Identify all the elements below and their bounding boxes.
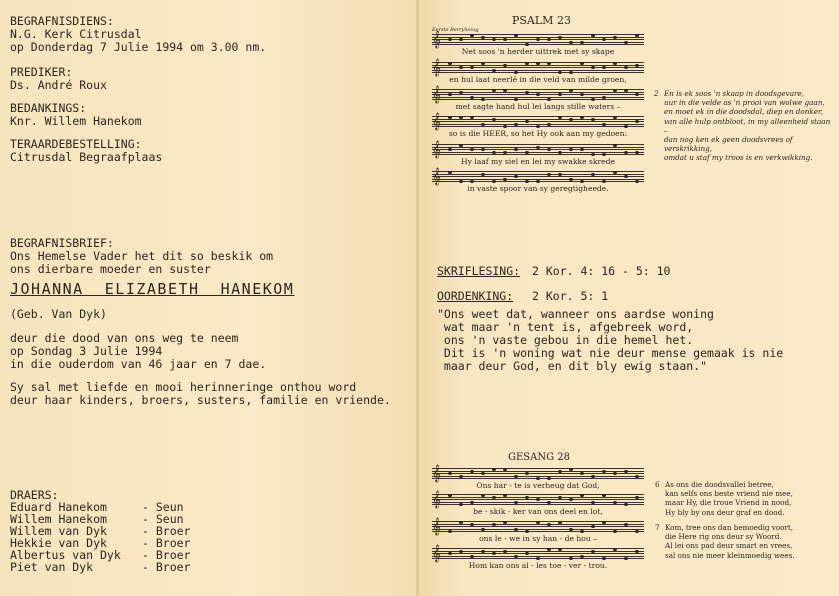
verse-line: Al lei ons pad deur smart en vrees, (665, 541, 793, 551)
music-note (569, 468, 573, 471)
music-note (613, 501, 617, 504)
music-staff (432, 140, 644, 158)
music-note (481, 123, 485, 126)
treble-clef-icon: 𝄞 (432, 490, 441, 508)
bearer-role: - Seun (142, 512, 184, 526)
psalm-title: PSALM 23 (512, 14, 571, 27)
deceased-name: JOHANNA ELIZABETH HANEKOM (10, 280, 295, 298)
music-staff (432, 167, 644, 185)
music-note (492, 69, 496, 72)
page-fold (416, 0, 419, 596)
music-note (624, 151, 628, 154)
music-note (525, 180, 529, 183)
music-staff (432, 85, 644, 103)
music-note (459, 521, 463, 524)
music-note (525, 43, 529, 46)
music-note (558, 151, 562, 154)
music-note (503, 151, 507, 154)
music-note (536, 180, 540, 183)
letter-heading: BEGRAFNISBRIEF: (10, 236, 114, 250)
bearer-role: - Broer (142, 536, 191, 550)
music-note (591, 501, 595, 504)
music-note (492, 180, 496, 183)
music-staff (432, 517, 644, 535)
burial-heading: TERAARDEBESTELLING: (10, 137, 142, 151)
bearer-name: Piet van Dyk (10, 560, 94, 574)
music-note (536, 62, 540, 65)
preacher-heading: PREDIKER: (10, 65, 73, 79)
music-note (613, 548, 617, 551)
music-note (580, 494, 584, 497)
treble-clef-icon: 𝄞 (432, 30, 441, 48)
music-note (569, 178, 573, 181)
music-note (547, 477, 551, 480)
music-note (470, 180, 474, 183)
music-note (470, 116, 474, 119)
service-line: op Donderdag 7 Julie 1994 om 3.00 nm. (10, 40, 267, 54)
music-note (536, 477, 540, 480)
music-note (470, 96, 474, 99)
music-note (635, 151, 639, 154)
music-note (514, 123, 518, 126)
music-note (448, 62, 452, 65)
music-note (602, 96, 606, 99)
music-note (624, 503, 628, 506)
music-note (580, 180, 584, 183)
music-note (547, 62, 551, 65)
music-note (503, 89, 507, 92)
gesang-lyric: Ons har - te is verheug dat God, (476, 481, 600, 490)
music-note (481, 98, 485, 101)
verse-line: Kom, tree ons dan bemoedig voort, (665, 523, 794, 532)
preacher-name: Ds. André Roux (10, 78, 107, 92)
music-note (459, 503, 463, 506)
music-note (580, 62, 584, 65)
music-note (536, 521, 540, 524)
music-note (514, 528, 518, 531)
quote-line: ons 'n vaste gebou in die hemel het. (437, 333, 694, 347)
bearer-name: Hekkie van Dyk (10, 536, 107, 550)
verse-line: kan selfs ons beste vriend nie mee, (665, 489, 793, 499)
bearers-heading: DRAERS: (10, 488, 59, 502)
music-note (448, 171, 452, 174)
music-note (503, 468, 507, 471)
music-note (470, 555, 474, 558)
music-note (448, 494, 452, 497)
verse-line: En is ek soos 'n skaap in doodsgevare, (664, 89, 804, 98)
music-note (624, 89, 628, 92)
verse-line: van alle hulp ontbloot, in my alleenheid staan – (664, 116, 831, 135)
music-note (602, 557, 606, 560)
music-note (525, 62, 529, 65)
music-note (602, 521, 606, 524)
letter-line: Ons Hemelse Vader het dit so beskik om (10, 249, 274, 263)
music-note (591, 153, 595, 156)
music-note (591, 475, 595, 478)
music-note (459, 144, 463, 147)
music-note (613, 62, 617, 65)
verse-line: uur in die velde as 'n prooi van wolwe gaan, (664, 98, 825, 108)
music-staff (432, 112, 644, 130)
gesang-lyric: ons le - we in sy han - de hou – (479, 534, 597, 543)
quote-line: Dit is 'n woning wat nie deur mense gemaak is nie (437, 346, 784, 360)
psalm-lyric: Hy laaf my siel en lei my swakke skrede (460, 157, 616, 166)
music-note (558, 116, 562, 119)
music-note (470, 501, 474, 504)
music-note (536, 125, 540, 128)
verse-line: As ons die doodsvallei betree, (665, 480, 774, 489)
verse-number: 7 (655, 523, 660, 532)
music-note (514, 475, 518, 478)
verse-line: dan nog ken ek geen doodsvrees of verskrikking, (664, 135, 793, 154)
psalm-lyric: met sagte hand hul lei langs stille waters – (455, 102, 621, 111)
music-note (580, 555, 584, 558)
sermon-ref: 2 Kor. 5: 1 (532, 289, 609, 303)
bearer-role: - Seun (142, 500, 184, 514)
music-staff (432, 58, 644, 76)
verse-line: Hy bly by ons deur graf en dood. (665, 507, 785, 517)
music-note (448, 530, 452, 533)
music-note (613, 530, 617, 533)
music-note (547, 123, 551, 126)
music-note (481, 62, 485, 65)
music-note (514, 71, 518, 74)
music-note (580, 116, 584, 119)
music-note (492, 468, 496, 471)
bearer-role: - Broer (142, 560, 191, 574)
music-note (602, 123, 606, 126)
bearer-name: Willem van Dyk (10, 524, 107, 538)
reading-ref: 2 Kor. 4: 16 - 5: 10 (532, 264, 671, 278)
gesang-title: GESANG 28 (508, 452, 571, 463)
music-note (580, 41, 584, 44)
music-note (613, 144, 617, 147)
music-staff (432, 490, 644, 508)
music-staff (432, 544, 644, 562)
service-line: N.G. Kerk Citrusdal (10, 27, 142, 41)
maiden-name: (Geb. Van Dyk) (10, 307, 107, 321)
psalm-lyric: in vaste spoor van sy geregtigheede. (467, 184, 609, 193)
psalm-lyric: so is die HEER, so het Hy ook aan my gedoen: (448, 129, 628, 138)
music-note (569, 528, 573, 531)
music-note (481, 528, 485, 531)
verse-line: maar Hy, die troue Vriend in nood, (665, 498, 792, 508)
music-note (514, 555, 518, 558)
treble-clef-icon: 𝄞 (432, 464, 441, 482)
music-note (459, 475, 463, 478)
thanks-name: Knr. Willem Hanekom (10, 114, 142, 128)
music-note (569, 89, 573, 92)
music-note (591, 98, 595, 101)
music-note (624, 125, 628, 128)
verse-line: omdat u staf my troos is en verkwikking. (664, 153, 813, 163)
music-note (503, 125, 507, 128)
music-note (635, 180, 639, 183)
verse-line: en moet ek in die doodsdal, diep en donker, (664, 107, 823, 117)
verse-line: die Here rig ons deur sy Woord. (665, 532, 782, 542)
bearer-name: Eduard Hanekom (10, 500, 107, 514)
music-note (580, 530, 584, 533)
music-note (459, 116, 463, 119)
music-note (613, 171, 617, 174)
music-note (547, 548, 551, 551)
music-note (492, 89, 496, 92)
verse-line: sal ons nie meer kleinmoedig wees. (665, 550, 795, 560)
music-note (602, 153, 606, 156)
bearer-role: - Broer (142, 524, 191, 538)
gesang-lyric: be - skik - ker van ons deel en lot, (473, 507, 603, 516)
memory-line: Sy sal met liefde en mooi herinneringe onthou word (10, 380, 357, 394)
music-note (514, 98, 518, 101)
death-line: in die ouderdom van 46 jaar en 7 dae. (10, 357, 267, 371)
reading-label: SKRIFLESING: (437, 264, 521, 278)
psalm-lyric: Net soos 'n herder uittrek met sy skape (461, 47, 615, 56)
music-note (624, 41, 628, 44)
treble-clef-icon: 𝄞 (432, 140, 441, 158)
gesang-verse-6 (655, 480, 835, 517)
music-note (569, 557, 573, 560)
music-note (558, 71, 562, 74)
music-note (503, 178, 507, 181)
sermon-label: OORDENKING: (437, 289, 514, 303)
music-note (459, 180, 463, 183)
gesang-verse-7 (655, 523, 835, 560)
quote-line: wat maar 'n tent is, afgebreek word, (437, 320, 694, 334)
death-line: deur die dood van ons weg te neem (10, 331, 239, 345)
music-note (558, 548, 562, 551)
treble-clef-icon: 𝄞 (432, 112, 441, 130)
letter-line: ons dierbare moeder en suster (10, 262, 211, 276)
verse-number: 2 (654, 89, 659, 98)
service-heading: BEGRAFNISDIENS: (10, 14, 114, 28)
treble-clef-icon: 𝄞 (432, 85, 441, 103)
quote-line: maar deur God, en dit bly ewig staan." (437, 359, 708, 373)
treble-clef-icon: 𝄞 (432, 544, 441, 562)
music-note (492, 151, 496, 154)
psalm-verse-2 (654, 89, 834, 163)
burial-place: Citrusdal Begraafplaas (10, 150, 163, 164)
bearer-name: Albertus van Dyk (10, 548, 121, 562)
music-staff (432, 464, 644, 482)
music-note (558, 521, 562, 524)
death-line: op Sondag 3 Julie 1994 (10, 344, 163, 358)
music-note (613, 116, 617, 119)
music-note (448, 116, 452, 119)
music-note (525, 530, 529, 533)
music-note (602, 180, 606, 183)
music-note (613, 89, 617, 92)
music-note (514, 501, 518, 504)
verse-number: 6 (655, 480, 660, 489)
music-note (503, 494, 507, 497)
music-note (481, 494, 485, 497)
music-note (602, 494, 606, 497)
music-note (503, 521, 507, 524)
music-note (635, 475, 639, 478)
music-note (635, 530, 639, 533)
music-note (547, 98, 551, 101)
music-note (569, 41, 573, 44)
memory-line: deur haar kinders, broers, susters, familie en vriende. (10, 393, 391, 407)
quote-line: "Ons weet dat, wanneer ons aardse woning (437, 307, 714, 321)
music-note (525, 151, 529, 154)
psalm-tempo: Eerste Berryheiug (432, 27, 479, 33)
music-note (536, 557, 540, 560)
psalm-lyric: en hul laat neerlê in die veld van milde groen, (449, 75, 627, 84)
treble-clef-icon: 𝄞 (432, 58, 441, 76)
music-note (624, 557, 628, 560)
treble-clef-icon: 𝄞 (432, 167, 441, 185)
music-note (591, 34, 595, 37)
music-note (547, 501, 551, 504)
music-note (635, 34, 639, 37)
thanks-heading: BEDANKINGS: (10, 101, 87, 115)
bearer-role: - Broer (142, 548, 191, 562)
music-note (470, 34, 474, 37)
gesang-lyric: Hom kan ons al - les toe - ver - trou. (468, 561, 608, 570)
treble-clef-icon: 𝄞 (432, 517, 441, 535)
music-note (569, 71, 573, 74)
music-note (514, 34, 518, 37)
bearer-name: Willem Hanekom (10, 512, 107, 526)
